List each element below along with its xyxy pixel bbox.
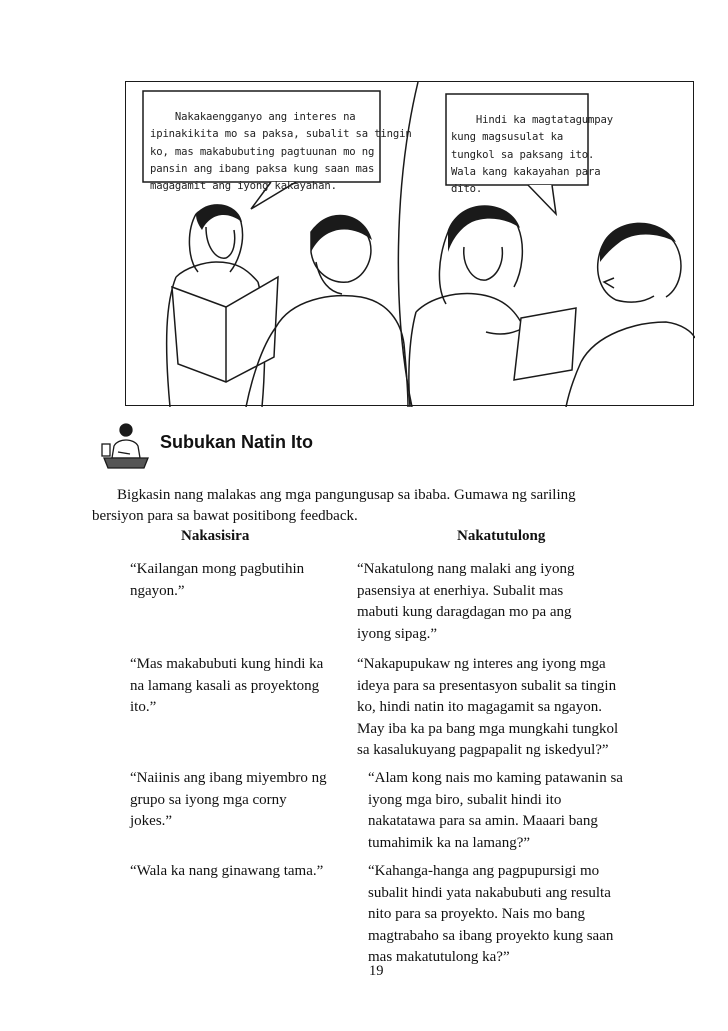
- negative-statement: [130, 768, 327, 833]
- text-line: ideya para sa presentasyon subalit sa tingin: [357, 677, 617, 694]
- speech-bubble-right: [451, 95, 613, 215]
- text-line: sa kasalukuyang pagpapalit ng iskedyul?”: [357, 742, 609, 758]
- text-line: “Kahanga-hanga ang pagpupursigi mo: [368, 863, 600, 879]
- instructions-line: bersiyon para sa bawat positibong feedback.: [92, 508, 358, 524]
- text-line: magtrabaho sa ibang proyekto kung saan: [368, 927, 614, 944]
- column-header-nakasisira: Nakasisira: [181, 528, 250, 544]
- bubble-right-line: kung magsusulat ka: [451, 131, 564, 144]
- text-line: mas makatutulong ka?”: [368, 949, 510, 965]
- text-line: iyong sipag.”: [357, 625, 437, 642]
- bubble-left-line: ipinakikita mo sa paksa, subalit sa tingin: [150, 128, 412, 141]
- speech-bubble-left: [150, 92, 412, 212]
- section-title: Subukan Natin Ito: [160, 432, 313, 452]
- text-line: “Naiinis ang ibang miyembro ng: [130, 770, 327, 786]
- bubble-right-line: tungkol sa paksang ito.: [451, 148, 595, 161]
- bubble-right-line: Hindi ka magtatagumpay: [475, 114, 613, 127]
- text-line: nakatatawa para sa amin. Maaari bang: [368, 813, 598, 829]
- bubble-left-line: ko, mas makabubuting pagtuunan mo ng: [150, 145, 375, 158]
- positive-statement: [368, 861, 613, 969]
- text-line: “Wala ka nang ginawang tama.”: [130, 863, 324, 879]
- text-line: mabuti kung daragdagan mo pa ang: [357, 604, 572, 620]
- positive-statement: [357, 559, 574, 645]
- text-line: “Nakatulong nang malaki ang iyong: [357, 561, 575, 577]
- column-header-nakatutulong: Nakatutulong: [457, 528, 546, 544]
- text-line: “Kailangan mong pagbutihin: [130, 561, 305, 577]
- positive-statement: [357, 654, 618, 762]
- bubble-right-line: Wala kang kakayahan para: [451, 165, 601, 178]
- text-line: “Nakapupukaw ng interes ang iyong mga: [357, 656, 606, 672]
- negative-statement: [130, 654, 323, 719]
- positive-statement: [368, 768, 623, 854]
- bubble-left-line: magagamit ang iyong kakayahan.: [150, 180, 337, 193]
- text-line: jokes.”: [130, 813, 173, 829]
- bubble-left-line: Nakakaengganyo ang interes na: [174, 111, 356, 124]
- bubble-right-line: dito.: [451, 183, 483, 196]
- bubble-left-line: pansin ang ibang paksa kung saan mas: [150, 162, 375, 175]
- text-line: ko, hindi natin ito magagamit sa ngayon.: [357, 699, 602, 715]
- text-line: pasensiya at enerhiya. Subalit mas: [357, 582, 564, 599]
- text-line: na lamang kasali as proyektong: [130, 677, 320, 694]
- text-line: subalit hindi yata nakabubuti ang resulta: [368, 884, 611, 901]
- text-line: ngayon.”: [130, 582, 185, 599]
- text-line: nito para sa proyekto. Nais mo bang: [368, 906, 586, 922]
- text-line: ito.”: [130, 699, 157, 715]
- text-line: grupo sa iyong mga corny: [130, 791, 287, 808]
- instructions: [92, 485, 652, 527]
- text-line: iyong mga biro, subalit hindi ito: [368, 791, 562, 808]
- comic-panel: [125, 81, 694, 406]
- instructions-line: Bigkasin nang malakas ang mga pangungusap sa ibaba. Gumawa ng sariling: [117, 487, 576, 503]
- text-line: “Alam kong nais mo kaming patawanin sa: [368, 770, 623, 786]
- text-line: “Mas makabubuti kung hindi ka: [130, 656, 324, 672]
- page-number: 19: [369, 963, 384, 979]
- negative-statement: [130, 861, 323, 883]
- student-writing-icon: [100, 418, 152, 470]
- negative-statement: [130, 559, 304, 602]
- text-line: May iba ka pa bang mga mungkahi tungkol: [357, 720, 619, 737]
- text-line: tumahimik ka na lamang?”: [368, 834, 531, 851]
